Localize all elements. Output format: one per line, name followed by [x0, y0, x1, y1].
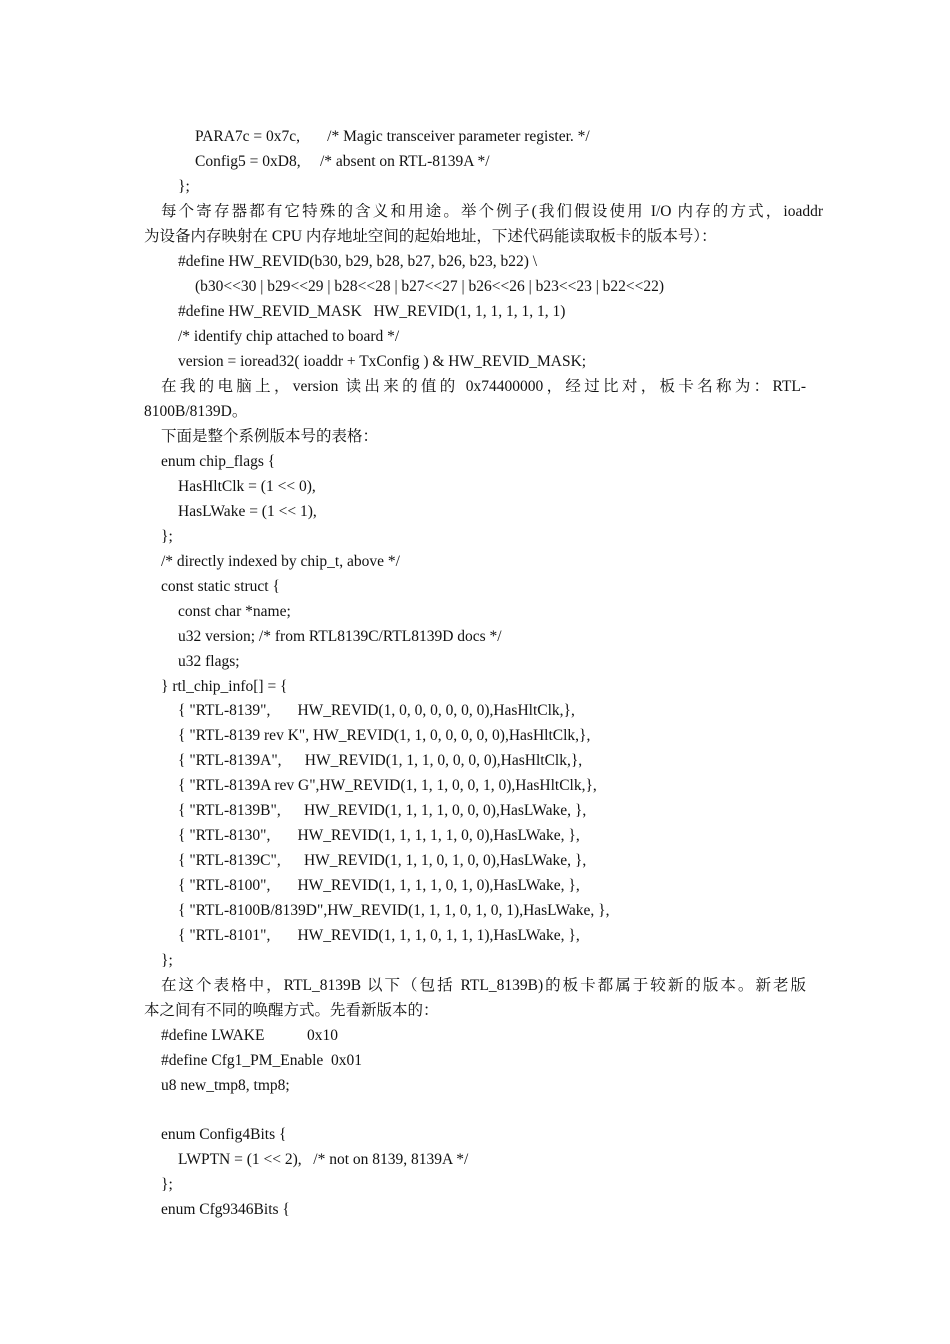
paragraph-line: 为设备内存映射在 CPU 内存地址空间的起始地址，下述代码能读取板卡的版本号）：	[144, 228, 717, 245]
table-row: { "RTL-8139C", HW_REVID(1, 1, 1, 0, 1, 0, 0),HasLWake, },	[178, 852, 587, 869]
table-row: { "RTL-8139B", HW_REVID(1, 1, 1, 1, 0, 0, 0),HasLWake, },	[178, 802, 587, 819]
code-line: #define LWAKE 0x10	[161, 1027, 339, 1044]
code-line: Config5 = 0xD8, /* absent on RTL-8139A */	[195, 153, 490, 170]
code-line: const static struct {	[161, 578, 280, 595]
code-line: enum Config4Bits {	[161, 1126, 287, 1143]
code-line: #define Cfg1_PM_Enable 0x01	[161, 1052, 363, 1069]
table-row: { "RTL-8139A", HW_REVID(1, 1, 1, 0, 0, 0, 0),HasHltClk,},	[178, 752, 583, 769]
table-row: { "RTL-8100B/8139D",HW_REVID(1, 1, 1, 0, 1, 0, 1),HasLWake, },	[178, 902, 610, 919]
paragraph-line: 下面是整个系例版本号的表格：	[161, 428, 379, 445]
code-line: HasLWake = (1 << 1),	[178, 503, 317, 520]
code-line: u8 new_tmp8, tmp8;	[161, 1077, 290, 1094]
table-row: { "RTL-8101", HW_REVID(1, 1, 1, 0, 1, 1, 1),HasLWake, },	[178, 927, 580, 944]
paragraph-line: 在这个表格中，RTL_8139B 以下（包括 RTL_8139B)的板卡都属于较新的版本。新老版	[161, 977, 806, 994]
code-line: const char *name;	[178, 603, 291, 620]
code-line: u32 flags;	[178, 653, 240, 670]
code-line: u32 version; /* from RTL8139C/RTL8139D docs */	[178, 628, 502, 645]
code-line: };	[161, 528, 173, 545]
paragraph-line: 8100B/8139D。	[144, 403, 248, 420]
code-line: PARA7c = 0x7c, /* Magic transceiver parameter register. */	[195, 128, 590, 145]
code-line: LWPTN = (1 << 2), /* not on 8139, 8139A */	[178, 1151, 469, 1168]
code-line: enum chip_flags {	[161, 453, 276, 470]
code-line: };	[161, 1176, 173, 1193]
code-line: (b30<<30 | b29<<29 | b28<<28 | b27<<27 | b26<<26 | b23<<23 | b22<<22)	[195, 278, 665, 295]
code-line: enum Cfg9346Bits {	[161, 1201, 290, 1218]
code-line: #define HW_REVID_MASK HW_REVID(1, 1, 1, 1, 1, 1, 1)	[178, 303, 566, 320]
code-line: version = ioread32( ioaddr + TxConfig ) & HW_REVID_MASK;	[178, 353, 587, 370]
code-line: };	[161, 952, 173, 969]
code-line: #define HW_REVID(b30, b29, b28, b27, b26, b23, b22) \	[178, 253, 538, 270]
code-comment: /* identify chip attached to board */	[178, 328, 400, 345]
paragraph-line: 在我的电脑上，version 读出来的值的 0x74400000，经过比对，板卡名称为：RTL-	[161, 378, 806, 395]
table-row: { "RTL-8130", HW_REVID(1, 1, 1, 1, 1, 0, 0),HasLWake, },	[178, 827, 580, 844]
table-row: { "RTL-8139 rev K", HW_REVID(1, 1, 0, 0, 0, 0, 0),HasHltClk,},	[178, 727, 591, 744]
code-comment: /* directly indexed by chip_t, above */	[161, 553, 400, 570]
paragraph-line: 本之间有不同的唤醒方式。先看新版本的：	[144, 1002, 439, 1019]
code-line: };	[178, 178, 190, 195]
code-line: HasHltClk = (1 << 0),	[178, 478, 316, 495]
code-line: } rtl_chip_info[] = {	[161, 678, 288, 695]
table-row: { "RTL-8100", HW_REVID(1, 1, 1, 1, 0, 1, 0),HasLWake, },	[178, 877, 580, 894]
paragraph-line: 每个寄存器都有它特殊的含义和用途。举个例子(我们假设使用 I/O 内存的方式，ioaddr	[161, 203, 823, 220]
table-row: { "RTL-8139", HW_REVID(1, 0, 0, 0, 0, 0, 0),HasHltClk,},	[178, 702, 575, 719]
table-row: { "RTL-8139A rev G",HW_REVID(1, 1, 1, 0, 0, 1, 0),HasHltClk,},	[178, 777, 597, 794]
